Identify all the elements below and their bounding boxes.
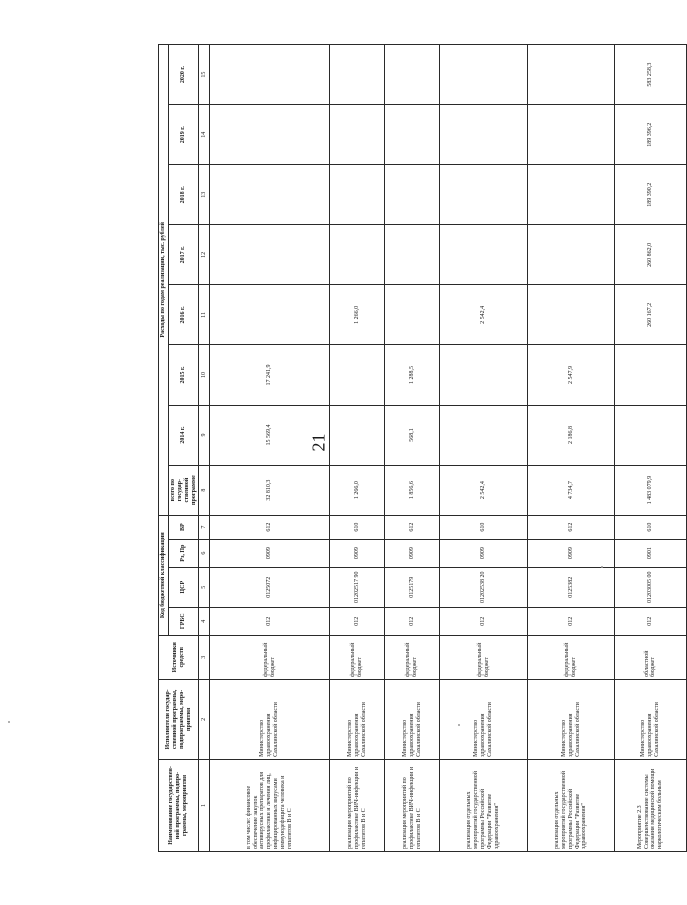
row-2017: 260 862,0 xyxy=(615,225,686,285)
row-name: реализация мероприятий по профилактике ВИЧ-инфекции и гепатитов В и С xyxy=(385,759,440,851)
column-number: 1 xyxy=(199,759,210,851)
row-2017 xyxy=(330,225,385,285)
row-rzpr: 0909 xyxy=(440,539,527,567)
row-name: Мероприятие 2.3 Совершенствование системы оказания медицинской помощи наркологическим больным xyxy=(615,759,686,851)
table-row xyxy=(527,45,614,852)
scan-speck xyxy=(601,566,603,568)
header-executor: Исполнители государ-ственной программы, подпрограммы, меро-приятия xyxy=(159,679,199,759)
table-row xyxy=(440,45,527,852)
row-total: 1 483 079,9 xyxy=(615,465,686,515)
header-rzpr: Рз, Пр xyxy=(168,539,199,567)
header-year: 2017 г. xyxy=(168,225,199,285)
row-grbs: 012 xyxy=(615,607,686,635)
row-2015: 2 547,9 xyxy=(527,345,614,405)
row-rzpr: 0909 xyxy=(385,539,440,567)
header-year: 2014 г. xyxy=(168,405,199,465)
row-2015: 1 288,5 xyxy=(385,345,440,405)
row-2019 xyxy=(330,105,385,165)
header-expenses: Расходы по годам реализации, тыс. рублей xyxy=(159,45,169,516)
table-row xyxy=(615,45,686,852)
row-source: областной бюджет xyxy=(615,635,686,679)
row-csr: 0125072 xyxy=(210,567,330,607)
row-total: 1 266,0 xyxy=(330,465,385,515)
row-vr: 610 xyxy=(615,515,686,539)
page-number: 21 xyxy=(308,433,329,452)
header-vr: ВР xyxy=(168,515,199,539)
row-grbs: 012 xyxy=(385,607,440,635)
row-name: реализация отдельных мероприятий государственной программы Российской Федерации "Развитие здравоохранения" xyxy=(527,759,614,851)
row-2016 xyxy=(385,285,440,345)
row-2017 xyxy=(527,225,614,285)
row-2020 xyxy=(330,45,385,105)
row-2014: 15 569,4 xyxy=(210,405,330,465)
row-executor: Министерство здравоохранения Сахалинской области xyxy=(615,679,686,759)
row-csr: 01202538 20 xyxy=(440,567,527,607)
row-2018 xyxy=(210,165,330,225)
column-number: 6 xyxy=(199,539,210,567)
row-vr: 612 xyxy=(385,515,440,539)
column-number: 5 xyxy=(199,567,210,607)
column-number: 7 xyxy=(199,515,210,539)
row-grbs: 012 xyxy=(330,607,385,635)
row-2019: 189 396,2 xyxy=(615,105,686,165)
header-year: 2018 г. xyxy=(168,165,199,225)
header-grbs: ГРБС xyxy=(168,607,199,635)
row-2018 xyxy=(527,165,614,225)
row-2014: 2 186,8 xyxy=(527,405,614,465)
header-year: 2015 г. xyxy=(168,345,199,405)
row-2016: 260 167,2 xyxy=(615,285,686,345)
row-2014 xyxy=(615,405,686,465)
budget-table xyxy=(158,44,687,852)
row-2020 xyxy=(210,45,330,105)
row-2015 xyxy=(440,345,527,405)
header-row-1 xyxy=(159,45,169,852)
row-2019 xyxy=(210,105,330,165)
row-grbs: 012 xyxy=(440,607,527,635)
row-rzpr: 0909 xyxy=(527,539,614,567)
row-total: 32 810,3 xyxy=(210,465,330,515)
row-vr: 612 xyxy=(527,515,614,539)
row-2016 xyxy=(210,285,330,345)
row-rzpr: 0901 xyxy=(615,539,686,567)
column-number: 3 xyxy=(199,635,210,679)
column-number: 8 xyxy=(199,465,210,515)
row-grbs: 012 xyxy=(210,607,330,635)
row-executor: Министерство здравоохранения Сахалинской области xyxy=(330,679,385,759)
column-number: 12 xyxy=(199,225,210,285)
column-number: 4 xyxy=(199,607,210,635)
row-2020: 583 258,3 xyxy=(615,45,686,105)
header-year: 2019 г. xyxy=(168,105,199,165)
row-2014: 568,1 xyxy=(385,405,440,465)
row-2020 xyxy=(440,45,527,105)
row-2017 xyxy=(210,225,330,285)
row-rzpr: 0909 xyxy=(330,539,385,567)
column-number: 10 xyxy=(199,345,210,405)
scan-speck xyxy=(458,724,460,726)
header-budget-code: Код бюджетной классификации xyxy=(159,515,169,635)
row-2014 xyxy=(330,405,385,465)
row-vr: 610 xyxy=(440,515,527,539)
row-2016: 2 542,4 xyxy=(440,285,527,345)
header-year: 2016 г. xyxy=(168,285,199,345)
row-2018: 189 390,2 xyxy=(615,165,686,225)
row-csr: 01202517 90 xyxy=(330,567,385,607)
row-2018 xyxy=(440,165,527,225)
row-2016: 1 266,0 xyxy=(330,285,385,345)
row-csr: 01203005 00 xyxy=(615,567,686,607)
row-source: федеральный бюджет xyxy=(440,635,527,679)
row-2020 xyxy=(385,45,440,105)
row-2015: 17 241,9 xyxy=(210,345,330,405)
row-total: 2 542,4 xyxy=(440,465,527,515)
row-2017 xyxy=(385,225,440,285)
row-grbs: 012 xyxy=(527,607,614,635)
row-2016 xyxy=(527,285,614,345)
header-name: Наименование государствен-ной программы, подпро-граммы, мероприятия xyxy=(159,759,199,851)
column-number: 13 xyxy=(199,165,210,225)
header-year: 2020 г. xyxy=(168,45,199,105)
table-row xyxy=(330,45,385,852)
row-name: реализация отдельных мероприятий государственной программы Российской Федерации "Развитие здравоохранения" xyxy=(440,759,527,851)
row-vr: 610 xyxy=(330,515,385,539)
row-executor: Министерство здравоохранения Сахалинской области xyxy=(210,679,330,759)
row-executor: Министерство здравоохранения Сахалинской области xyxy=(385,679,440,759)
row-rzpr: 0909 xyxy=(210,539,330,567)
row-source: федеральный бюджет xyxy=(330,635,385,679)
scan-speck xyxy=(8,721,10,723)
row-name: в том числе: финансовое обеспечение закупок антивирусных препаратов для профилактики и лечения лиц, инфицированных вирусами иммунодефицита человека и гепатитов В и С xyxy=(210,759,330,851)
row-vr: 612 xyxy=(210,515,330,539)
column-number: 2 xyxy=(199,679,210,759)
row-source: федеральный бюджет xyxy=(210,635,330,679)
column-number: 14 xyxy=(199,105,210,165)
table-row xyxy=(210,45,330,852)
column-number: 11 xyxy=(199,285,210,345)
header-source: Источники средств xyxy=(159,635,199,679)
row-total: 1 856,6 xyxy=(385,465,440,515)
row-2019 xyxy=(527,105,614,165)
row-2015 xyxy=(615,345,686,405)
column-number: 9 xyxy=(199,405,210,465)
row-2014 xyxy=(440,405,527,465)
row-2018 xyxy=(385,165,440,225)
row-2017 xyxy=(440,225,527,285)
row-csr: 0125382 xyxy=(527,567,614,607)
header-total: всего по государ-ственной программе xyxy=(168,465,199,515)
row-source: федеральный бюджет xyxy=(385,635,440,679)
header-csr: ЦСР xyxy=(168,567,199,607)
row-name: реализация мероприятий по профилактике ВИЧ-инфекции и гепатитов В и С xyxy=(330,759,385,851)
row-executor: Министерство здравоохранения Сахалинской области xyxy=(440,679,527,759)
row-csr: 0125179 xyxy=(385,567,440,607)
column-number: 15 xyxy=(199,45,210,105)
column-number-row xyxy=(199,45,210,852)
row-executor: Министерство здравоохранения Сахалинской области xyxy=(527,679,614,759)
row-2018 xyxy=(330,165,385,225)
table-row xyxy=(385,45,440,852)
row-2019 xyxy=(385,105,440,165)
row-2019 xyxy=(440,105,527,165)
row-2015 xyxy=(330,345,385,405)
row-2020 xyxy=(527,45,614,105)
row-source: федеральный бюджет xyxy=(527,635,614,679)
row-total: 4 734,7 xyxy=(527,465,614,515)
rotated-table-container xyxy=(158,44,664,852)
